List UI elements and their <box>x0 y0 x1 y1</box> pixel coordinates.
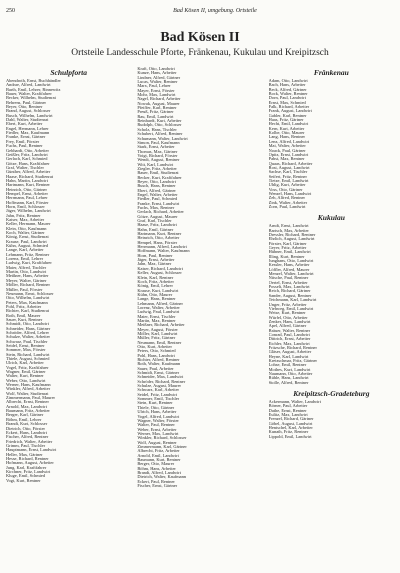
resident-entry: Werner, Max, Landwirt <box>137 431 179 436</box>
section-heading: Kukulau <box>317 213 345 223</box>
resident-entry: Simon, Paul, Kaufmann <box>137 140 180 145</box>
resident-entry: Andrae, Alfred, Landwirt <box>6 83 51 88</box>
resident-entry: Dressler, Richard, Rentner <box>268 233 316 237</box>
resident-entry: Hempel, Hans, Förster <box>137 240 178 245</box>
resident-entry: Bock, Walter, Rentner <box>268 92 308 97</box>
resident-entry: Berger, Karl, Gärtner <box>6 413 44 418</box>
resident-entry: Böhm, Emil, Lehrer <box>6 417 42 422</box>
resident-entry: Schubert, Alfred, Rentner <box>137 132 183 137</box>
resident-entry: Voigt, Richard, Förster <box>137 153 178 158</box>
resident-entry: Richter, Alfred, Rentner <box>137 358 180 363</box>
resident-entry: Opitz, Ernst, Landwirt <box>268 152 309 157</box>
resident-entry: Herrmann, Paul, Lehrer <box>6 196 48 201</box>
resident-entry: Lang, Hans, Rentner <box>268 135 305 140</box>
resident-entry: Schmidt, Otto, Landwirt <box>6 322 49 327</box>
resident-entry: Uhlig, Kurt, Arbeiter <box>268 183 306 188</box>
resident-entry: Stein, Kurt, Rentner <box>137 401 173 406</box>
resident-entry: Wolf, Walter, Studienrat <box>6 391 49 396</box>
resident-entry: Herrmann, Alfred, Landwirt <box>137 245 187 250</box>
resident-entry: Kaiser, Richard, Landwirt <box>137 266 183 271</box>
resident-entry: Lippold, Emil, Landwirt <box>268 434 312 439</box>
resident-entry: Pohl, Hans, Landwirt <box>137 353 175 358</box>
resident-entry: Keller, August, Schlosser <box>137 271 182 276</box>
resident-entry: Wagner, Emil, Gärtner <box>6 370 46 375</box>
resident-entry: Meyer, August, Förster <box>137 327 178 332</box>
resident-entry: Peters, Otto, Schmied <box>137 349 176 354</box>
resident-entry: Jäger, Ernst, Arbeiter <box>137 258 175 263</box>
resident-entry: Müller, Paul, Förster <box>6 287 43 292</box>
resident-entry: Werner, Hans, Kaufmann <box>6 383 51 388</box>
resident-entry: Dorn, Paul, Landwirt <box>268 96 306 101</box>
resident-entry: Hoffmann, Karl, Förster <box>6 200 49 205</box>
resident-entry: Kretzschmar, Fritz, Gärtner <box>268 358 318 363</box>
resident-entry: Viehweg, Emil, Landwirt <box>268 306 314 311</box>
resident-entry: Schumann, Walter, Landwirt <box>137 136 188 141</box>
resident-entry: Nowak, August, Maurer <box>137 101 180 106</box>
resident-entry: Quaas, Richard, Arbeiter <box>268 161 313 166</box>
resident-entry: Naumann, Otto, Arbeiter <box>268 372 313 376</box>
section-gap <box>269 209 394 212</box>
resident-entry: Kunath, Fritz, Rentner <box>268 430 309 435</box>
resident-entry: Kraft, Otto, Landwirt <box>137 67 175 71</box>
resident-entry: Walter, Kurt, Rentner <box>6 374 44 379</box>
resident-entry: Zimmermann, Paul, Maurer <box>6 396 56 401</box>
resident-entry: Zorn, Paul, Landwirt <box>268 204 306 209</box>
resident-entry: Vogel, Alfred, Landwirt <box>137 414 180 419</box>
resident-entry: Krause, Kurt, Landwirt <box>137 288 179 293</box>
resident-entry: Jahn, Fritz, Rentner <box>6 213 41 218</box>
resident-entry: Arndt, Ernst, Landwirt <box>268 224 309 229</box>
resident-entry: Sommer, Max, Förster <box>6 348 46 353</box>
resident-entry: Frey, Emil, Förster <box>6 139 40 144</box>
resident-entry: Mai, Walter, Arbeiter <box>268 144 306 149</box>
resident-entry: Brandt, Kurt, Schlosser <box>6 422 48 427</box>
resident-entry: Heyne, Karl, Landwirt <box>268 354 309 359</box>
resident-entry: Lorenz, Emil, Lehrer <box>6 257 44 262</box>
resident-entry: Zimmermann, Karl, Gärtner <box>137 444 187 449</box>
resident-entry: Kühn, August, Schmied <box>6 244 48 249</box>
resident-entry: Hauptmann, Ernst, Landwirt <box>6 448 57 453</box>
resident-entry: Menzel, Walter, Landwirt <box>268 272 314 277</box>
directory-column <box>137 67 262 573</box>
resident-entry: Rau, Emil, Landwirt <box>137 114 174 119</box>
resident-entry: Zenker, Hans, Landwirt <box>268 319 311 324</box>
resident-entry: Busch, Hans, Rentner <box>137 184 176 189</box>
resident-entry: Lorenz, Walter, Arbeiter <box>137 305 180 310</box>
resident-entry: Würfel, Otto, Arbeiter <box>268 315 308 320</box>
resident-entry: Walter, Paul, Rentner <box>137 423 175 428</box>
resident-entry: Abendroth, Ernst, Buchhändler <box>6 79 61 83</box>
resident-entry: Dahl, Walter, Studienrat <box>6 118 49 123</box>
resident-entry: Preuß, Fritz, Gärtner <box>137 110 174 115</box>
resident-entry: Schneider, Hans, Gärtner <box>6 326 51 331</box>
resident-entry: Haase, Fritz, Landwirt <box>137 223 177 228</box>
resident-entry: Gerlach, Karl, Schmied <box>6 157 48 162</box>
resident-entry: Maier, Alfred, Tischler <box>6 265 47 270</box>
resident-entry: Weise, Kurt, Rentner <box>268 311 306 316</box>
resident-entry: Koch, Fritz, Arbeiter <box>137 279 174 284</box>
resident-entry: Dietrich, Walter, Kaufmann <box>137 475 186 480</box>
resident-entry: Stein, Richard, Landwirt <box>6 352 50 357</box>
resident-entry: Koch, Walter, Gärtner <box>6 231 45 236</box>
resident-entry: Friedrich, Walter, Arbeiter <box>6 439 53 444</box>
resident-entry: Lindner, Alfred, Gärtner <box>137 75 181 80</box>
directory-column <box>6 67 131 573</box>
resident-entry: Fritzsche, Richard, Rentner <box>268 345 317 350</box>
resident-entry: Geißler, Fritz, Landwirt <box>6 152 48 157</box>
resident-entry: Schneider, Max, Landwirt <box>137 375 184 380</box>
resident-entry: Neumann, Ernst, Schlosser <box>6 291 54 296</box>
resident-entry: Stark, Ernst, Arbeiter <box>137 145 175 150</box>
resident-entry: Heinrich, Otto, Gärtner <box>6 187 47 192</box>
resident-entry: Noack, Paul, Gärtner <box>268 148 306 153</box>
resident-entry: Gläser, August, Arbeiter <box>268 350 312 355</box>
resident-entry: Ludwig, Kurt, Kraftfahrer <box>6 261 52 266</box>
resident-entry: Reinhardt, Kurt, Arbeiter <box>137 119 182 124</box>
resident-entry: Pfeiffer, Karl, Rentner <box>137 106 177 111</box>
resident-entry: Zeh, Alfred, Rentner <box>268 196 305 201</box>
resident-entry: Keller, Hermann, Maurer <box>6 222 51 227</box>
resident-entry: Scholz, Hans, Tischler <box>137 127 177 132</box>
directory-columns <box>6 67 394 573</box>
resident-entry: Heller, Max, Gärtner <box>6 452 43 457</box>
resident-entry: Seifert, Fritz, Rentner <box>268 174 307 179</box>
resident-entry: Becker, Kurt, Kraftfahrer <box>137 175 182 180</box>
page-number: 250 <box>6 8 15 14</box>
resident-entry: Zink, Walter, Arbeiter <box>268 200 308 205</box>
resident-entry: Hübner, Emil, Landwirt <box>268 250 311 255</box>
resident-entry: Fuchs, Paul, Rentner <box>6 144 43 149</box>
resident-entry: Becker, Wilhelm, Studienrat <box>6 96 56 101</box>
resident-entry: Hahn, Emil, Gärtner <box>137 227 174 232</box>
resident-entry: Apel, Alfred, Gärtner <box>268 324 307 329</box>
resident-entry: Winkler, Richard, Schlosser <box>137 436 187 441</box>
resident-entry: Tietze, Emil, Landwirt <box>268 178 309 183</box>
resident-entry: Posselt, Max, Landwirt <box>268 285 310 290</box>
resident-entry: Weber, Ernst, Arbeiter <box>137 427 177 432</box>
resident-entry: Arnold, Max, Landwirt <box>6 404 47 409</box>
resident-entry: Frenzel, Richard, Gärtner <box>268 417 314 422</box>
resident-entry: Rühle, Hans, Landwirt <box>268 376 309 381</box>
resident-entry: Busch, Wilhelm, Landwirt <box>6 113 53 118</box>
resident-entry: Ludwig, Paul, Landwirt <box>137 310 180 315</box>
resident-entry: Kolbe, Otto, Maurer <box>268 131 305 136</box>
resident-entry: Kluge, Emil, Schmied <box>6 474 46 479</box>
resident-entry: Fuchs, Max, Rentner <box>137 206 175 210</box>
resident-entry: Franke, Ernst, Gärtner <box>6 135 46 140</box>
resident-entry: Berger, Otto, Maurer <box>137 462 175 467</box>
resident-entry: Thiele, Otto, Gärtner <box>137 405 175 410</box>
resident-entry: Thiele, August, Schmied <box>6 357 50 361</box>
resident-entry: Günther, Alfred, Arbeiter <box>6 170 51 175</box>
resident-entry: Hempel, Ernst, Arbeiter <box>6 191 48 196</box>
resident-entry: Schröder, Alfred, Lehrer <box>6 330 49 335</box>
resident-entry: Kirchner, Fritz, Landwirt <box>6 469 51 474</box>
resident-entry: Thomas, Max, Gärtner <box>137 149 178 154</box>
resident-entry: Witt, Karl, Landwirt <box>137 162 174 167</box>
resident-entry: Ehrlich, August, Landwirt <box>268 237 315 242</box>
section-heading: Schulpforta <box>50 68 87 77</box>
page-subtitle: Ortsteile Landesschule Pforte, Fränkenau, Kukulau und Kreipitzsch <box>71 48 329 58</box>
resident-entry: Eckert, Hans, Landwirt <box>6 430 47 435</box>
resident-entry: Bauer, Emil, Studienrat <box>137 171 179 176</box>
resident-entry: Horn, Paul, Rentner <box>137 253 173 258</box>
resident-entry: Wenzel, Hans, Landwirt <box>268 191 312 196</box>
resident-entry: Fiedler, Paul, Schmied <box>137 197 178 202</box>
running-title: Bad Kösen II, umgebung. Ortsteile <box>173 8 257 14</box>
resident-entry: Wolf, August, Rentner <box>137 440 177 445</box>
resident-entry: Bräuer, Walter, Rentner <box>268 328 311 333</box>
resident-entry: Rudolph, Otto, Schlosser <box>137 123 182 128</box>
resident-entry: Wagner, Walter, Förster <box>137 418 179 423</box>
resident-entry: Vogt, Kurt, Rentner <box>6 478 41 483</box>
resident-entry: Engel, Hermann, Lehrer <box>6 126 49 131</box>
resident-entry: Schmidt, Ernst, Gärtner <box>137 371 180 376</box>
resident-entry: Kessler, Hans, Arbeiter <box>268 263 310 268</box>
resident-entry: Franke, Ernst, Landwirt <box>137 201 180 206</box>
resident-entry: Haas, Fritz, Gärtner <box>268 118 304 123</box>
resident-entry: Beyer, Otto, Rentner <box>6 105 43 110</box>
resident-entry: Mayer, Ernst, Förster <box>137 88 175 93</box>
resident-entry: Wendt, August, Rentner <box>137 158 180 163</box>
section-heading: Kreipitzsch-Gradeteburg <box>293 389 370 399</box>
resident-entry: Fischer, Ernst, Gärtner <box>137 484 178 488</box>
resident-entry: Hartmann, Kurt, Rentner <box>6 183 50 188</box>
resident-entry: Ackermann, Walter, Landwirt <box>268 400 321 405</box>
resident-entry: Pabst, Max, Rentner <box>268 157 305 162</box>
resident-entry: Schulze, Walter, Arbeiter <box>6 335 51 340</box>
resident-entry: Roth, Emil, Maurer <box>6 313 41 318</box>
resident-entry: Lehmann, Fritz, Rentner <box>6 252 50 257</box>
resident-entry: Illing, Kurt, Rentner <box>268 254 305 259</box>
resident-entry: Götze, August, Maurer <box>137 214 178 219</box>
section-gap <box>269 385 394 388</box>
resident-entry: Albrecht, Ernst, Rentner <box>6 400 49 405</box>
resident-entry: Kaiser, Max, Arbeiter <box>6 218 45 222</box>
resident-entry: Lange, Karl, Arbeiter <box>6 248 44 253</box>
resident-entry: Möller, Karl, Landwirt <box>137 331 178 336</box>
resident-entry: Fiedler, Max, Kaufmann <box>6 131 50 136</box>
resident-entry: Horn, Emil, Schlosser <box>6 204 45 209</box>
resident-entry: Kern, Kurt, Arbeiter <box>268 126 305 131</box>
resident-entry: Brand, August, Schlosser <box>6 109 51 114</box>
running-header <box>6 6 394 16</box>
resident-entry: Marx, Paul, Lehrer <box>137 84 171 89</box>
resident-entry: Otto, Wilhelm, Landwirt <box>6 296 50 301</box>
resident-entry: Oertel, Ernst, Arbeiter <box>268 280 308 285</box>
resident-entry: Baumann, Fritz, Arbeiter <box>6 409 50 414</box>
resident-entry: Otto, Kurt, Arbeiter <box>137 345 172 349</box>
resident-entry: Neumann, Emil, Rentner <box>137 340 182 345</box>
resident-entry: Klein, Otto, Kaufmann <box>6 226 47 231</box>
resident-entry: Seidel, Ernst, Rentner <box>6 343 45 348</box>
resident-entry: Möller, Richard, Rentner <box>6 283 50 288</box>
resident-entry: Martin, Max, Rentner <box>137 318 176 323</box>
resident-entry: Voss, Otto, Gärtner <box>268 187 303 192</box>
resident-entry: Frank, August, Landwirt <box>268 109 312 114</box>
resident-entry: Schulze, August, Maurer <box>137 384 181 389</box>
resident-entry: König, Ernst, Studienrat <box>6 235 49 240</box>
resident-entry: Falk, Richard, Arbeiter <box>268 105 310 110</box>
resident-entry: Beyer, Otto, Landwirt <box>137 179 176 184</box>
resident-entry: Ebert, Alfred, Gärtner <box>137 188 176 193</box>
resident-entry: Ernst, Max, Schmied <box>268 100 306 105</box>
resident-entry: Geyer, Fritz, Arbeiter <box>268 246 307 251</box>
resident-entry: Winkler, Alfred, Arbeiter <box>6 387 51 392</box>
resident-entry: Mohr, Max, Landwirt <box>137 93 176 98</box>
resident-entry: Müller, Fritz, Gärtner <box>137 336 176 341</box>
resident-entry: Kühn, Otto, Maurer <box>137 292 173 297</box>
resident-entry: Meißner, Richard, Arbeiter <box>137 323 185 328</box>
resident-entry: Bauer, Walter, Kraftfahrer <box>6 92 52 97</box>
resident-entry: Eulitz, Max, Landwirt <box>268 413 308 418</box>
resident-entry: Jahn, Max, Gärtner <box>137 262 172 267</box>
resident-entry: Heinrich, Otto, Arbeiter <box>137 236 180 241</box>
resident-entry: Sander, August, Rentner <box>268 293 312 298</box>
resident-entry: König, Emil, Lehrer <box>137 284 173 289</box>
page-title: Bad Kösen II <box>160 30 240 45</box>
resident-entry: Graf, Walter, Tischler <box>6 165 44 170</box>
resident-entry: Lange, Hans, Rentner <box>137 297 176 302</box>
resident-entry: Böhm, Hans, Arbeiter <box>137 466 176 471</box>
resident-entry: Baumann, Kurt, Rentner <box>137 457 181 462</box>
resident-entry: Hesse, Richard, Rentner <box>6 456 49 461</box>
resident-entry: Seidel, Fritz, Landwirt <box>137 392 178 397</box>
resident-entry: Hofmann, August, Arbeiter <box>6 461 54 466</box>
resident-entry: Sachse, Karl, Tischler <box>268 170 308 175</box>
resident-entry: Graf, Karl, Tischler <box>137 219 172 224</box>
resident-entry: Ziegler, Fritz, Arbeiter <box>137 166 177 171</box>
resident-entry: Roth, Walter, Kaufmann <box>137 362 181 367</box>
resident-entry: Eichler, Max, Landwirt <box>268 341 310 346</box>
resident-entry: Hentschel, Karl, Arbeiter <box>268 426 313 431</box>
resident-entry: Hecht, Emil, Landwirt <box>268 122 309 127</box>
resident-entry: Meyer, Walter, Gärtner <box>6 278 47 283</box>
resident-entry: Rost, August, Landwirt <box>268 165 310 170</box>
resident-entry: Albrecht, Fritz, Arbeiter <box>137 449 180 454</box>
section-heading: Fränkenau <box>313 68 349 77</box>
resident-entry: Gebhardt, Otto, Arbeiter <box>6 148 49 153</box>
resident-entry: Kunze, Hans, Arbeiter <box>137 71 177 76</box>
resident-entry: Brandt, Alfred, Landwirt <box>137 470 181 475</box>
resident-entry: Beck, Alfred, Gärtner <box>268 87 307 92</box>
resident-entry: Grimm, Paul, Tischler <box>6 443 46 448</box>
resident-entry: Behrens, Paul, Gärtner <box>6 100 46 105</box>
resident-entry: Krause, Paul, Landwirt <box>6 239 47 244</box>
resident-entry: Lenz, Alfred, Landwirt <box>268 139 310 144</box>
resident-entry: Jäger, Wilhelm, Landwirt <box>6 209 51 214</box>
resident-entry: Lohse, Emil, Rentner <box>268 363 307 368</box>
resident-entry: Nagel, Richard, Arbeiter <box>137 97 181 102</box>
resident-entry: Sauer, Kurt, Rentner <box>6 317 43 322</box>
resident-entry: Klein, Karl, Rentner <box>137 275 174 280</box>
resident-entry: Weber, Otto, Landwirt <box>6 378 46 383</box>
resident-entry: Hartmann, Kurt, Rentner <box>137 232 182 237</box>
resident-entry: Ulrich, Hans, Arbeiter <box>137 410 177 415</box>
resident-entry: Jung, Karl, Kraftfahrer <box>6 465 47 470</box>
resident-entry: Dietrich, Otto, Förster <box>6 426 46 431</box>
resident-entry: Maier, Ernst, Tischler <box>137 314 176 319</box>
resident-entry: Schwarz, Karl, Arbeiter <box>137 388 180 393</box>
resident-entry: Hoffmann, Walter, Kaufmann <box>137 249 190 254</box>
resident-entry: Fischer, Alfred, Rentner <box>6 435 49 440</box>
resident-entry: Bartsch, Max, Arbeiter <box>268 228 309 233</box>
resident-entry: Ulrich, Karl, Arbeiter <box>6 361 44 366</box>
resident-entry: Sommer, Emil, Tischler <box>137 397 180 402</box>
resident-entry: Löffler, Alfred, Maurer <box>268 267 310 272</box>
resident-entry: Vogel, Fritz, Kraftfahrer <box>6 365 49 370</box>
resident-entry: Gerlach, Richard, Arbeiter <box>137 210 184 215</box>
resident-entry: Adam, Otto, Landwirt <box>268 79 308 83</box>
resident-entry: Bach, Hans, Arbeiter <box>268 83 306 88</box>
resident-entry: Haase, Richard, Studienrat <box>6 174 54 179</box>
resident-entry: Schröder, Richard, Rentner <box>137 379 186 384</box>
resident-entry: Eckert, Paul, Rentner <box>137 479 175 484</box>
resident-entry: Gabler, Karl, Rentner <box>268 113 307 118</box>
directory-column <box>269 67 394 573</box>
resident-entry: Junghans, Otto, Landwirt <box>268 259 314 264</box>
resident-entry: Schwarz, Paul, Tischler <box>6 339 48 344</box>
resident-entry: Götze, Hans, Kraftfahrer <box>6 161 50 166</box>
resident-entry: Ebert, Kurt, Arbeiter <box>6 122 43 127</box>
resident-entry: Stolle, Alfred, Rentner <box>268 380 309 385</box>
resident-entry: Martin, Otto, Landwirt <box>6 270 47 275</box>
resident-entry: Mothes, Kurt, Landwirt <box>268 367 311 372</box>
resident-entry: Börner, Paul, Arbeiter <box>268 404 308 409</box>
resident-entry: Meißner, Hans, Arbeiter <box>6 274 49 279</box>
resident-entry: Nitsche, Paul, Rentner <box>268 276 309 281</box>
resident-entry: Richter, Karl, Studienrat <box>6 309 49 314</box>
resident-entry: Reich, Richard, Gärtner <box>268 289 311 294</box>
resident-entry: Arnold, Emil, Landwirt <box>137 453 179 458</box>
resident-entry: Unger, Fritz, Arbeiter <box>268 302 307 307</box>
resident-entry: Barth, Emil, Lehrer, Rinnewitz <box>6 87 61 92</box>
resident-entry: Sauer, Paul, Arbeiter <box>137 366 174 371</box>
resident-entry: Göbel, August, Landwirt <box>268 421 313 426</box>
resident-entry: Pohl, Fritz, Arbeiter <box>6 304 42 309</box>
resident-entry: Conrad, Paul, Landwirt <box>268 332 310 337</box>
resident-entry: Teichmann, Karl, Landwirt <box>268 298 317 303</box>
resident-entry: Förster, Karl, Gärtner <box>268 241 307 246</box>
resident-entry: Lehmann, Alfred, Gärtner <box>137 301 183 306</box>
resident-entry: Lucas, Walter, Rentner <box>137 80 178 85</box>
resident-entry: Dathe, Ernst, Rentner <box>268 408 307 413</box>
resident-entry: Engel, Walter, Arbeiter <box>137 192 178 197</box>
resident-entry: Hahn, Martin, Landwirt <box>6 178 48 183</box>
resident-entry: Peters, Max, Kaufmann <box>6 300 48 305</box>
resident-entry: Dittrich, Ernst, Arbeiter <box>268 337 311 342</box>
